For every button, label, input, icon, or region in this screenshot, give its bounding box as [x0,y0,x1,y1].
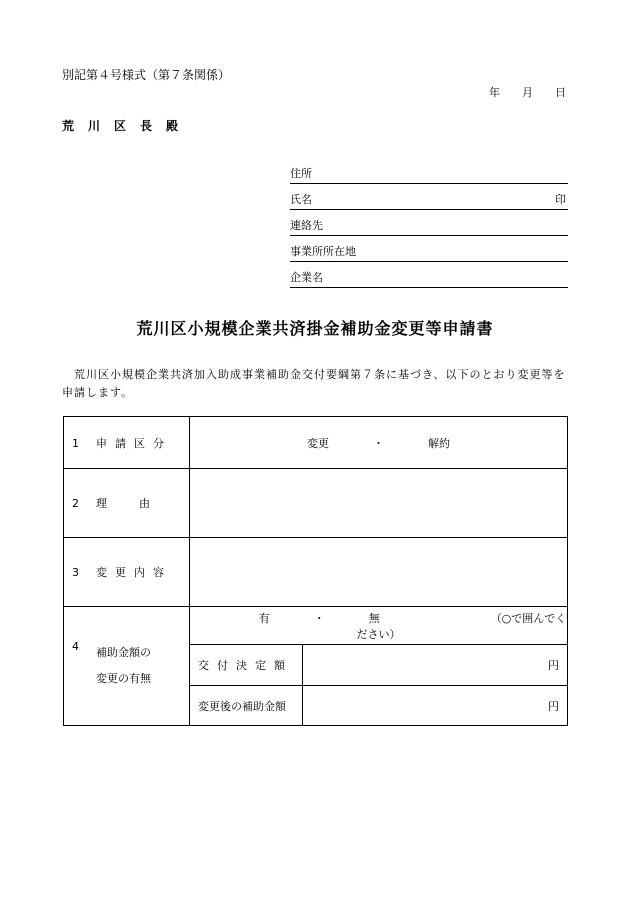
yen-unit: 円 [548,699,559,713]
row-number: 4 [72,640,79,653]
contact-label: 連絡先 [290,219,323,232]
decided-amount-input[interactable] [303,645,568,686]
row-number: 1 [72,436,79,450]
date-month-label: 月 [522,86,533,99]
address-field[interactable] [290,158,568,184]
row-number: 2 [72,497,79,510]
row-label: 理由 [96,497,182,510]
addressee: 荒川区長殿 [62,119,193,133]
table-row [64,417,568,469]
date-year-label: 年 [489,86,500,99]
contact-field[interactable] [290,210,568,236]
row-header-change-details [64,538,190,607]
row-header-reason [64,469,190,538]
company-name-label: 企業名 [290,271,323,284]
row-header-application-type [64,417,190,469]
option-cancel[interactable]: 解約 [428,436,450,450]
table-row [64,607,568,645]
address-label: 住所 [290,167,312,180]
decided-amount-label: 交付決定額 [190,645,303,686]
change-details-input-cell[interactable] [190,538,568,607]
row-label: 申請区分 [96,436,172,450]
application-type-options[interactable] [190,417,568,469]
option-no[interactable]: 無 [368,611,380,625]
row-label-line-2: 変更の有無 [96,672,151,685]
row-label: 変更内容 [96,566,172,579]
option-separator: ・ [313,611,325,625]
application-table [63,416,568,726]
intro-paragraph: 荒川区小規模企業共済加入助成事業補助金交付要綱第７条に基づき、以下のとおり変更等を申請します。 [62,368,566,399]
yen-unit: 円 [548,659,559,672]
office-location-label: 事業所所在地 [290,245,356,258]
seal-mark: 印 [555,193,566,206]
name-field[interactable] [290,184,568,210]
company-name-field[interactable] [290,262,568,288]
date-line [489,84,566,100]
form-identifier: 別記第４号様式（第７条関係） [62,68,231,82]
option-change[interactable]: 変更 [307,436,329,450]
choice-instruction: （○で囲んでください） [356,611,567,641]
document-title: 荒川区小規模企業共済掛金補助金変更等申請書 [136,319,494,338]
table-row [64,538,568,607]
table-row [64,469,568,538]
row-number: 3 [72,566,79,579]
row-label-line-1: 補助金額の [96,646,151,659]
revised-amount-label: 変更後の補助金額 [190,686,303,726]
option-separator: ・ [373,436,384,450]
applicant-fields [290,158,568,288]
office-location-field[interactable] [290,236,568,262]
subsidy-change-choice[interactable] [190,607,568,645]
date-day-label: 日 [555,86,566,99]
row-header-subsidy-change [64,607,190,726]
option-yes[interactable]: 有 [258,611,270,625]
name-label: 氏名 [290,193,312,206]
reason-input-cell[interactable] [190,469,568,538]
revised-amount-input[interactable] [303,686,568,726]
